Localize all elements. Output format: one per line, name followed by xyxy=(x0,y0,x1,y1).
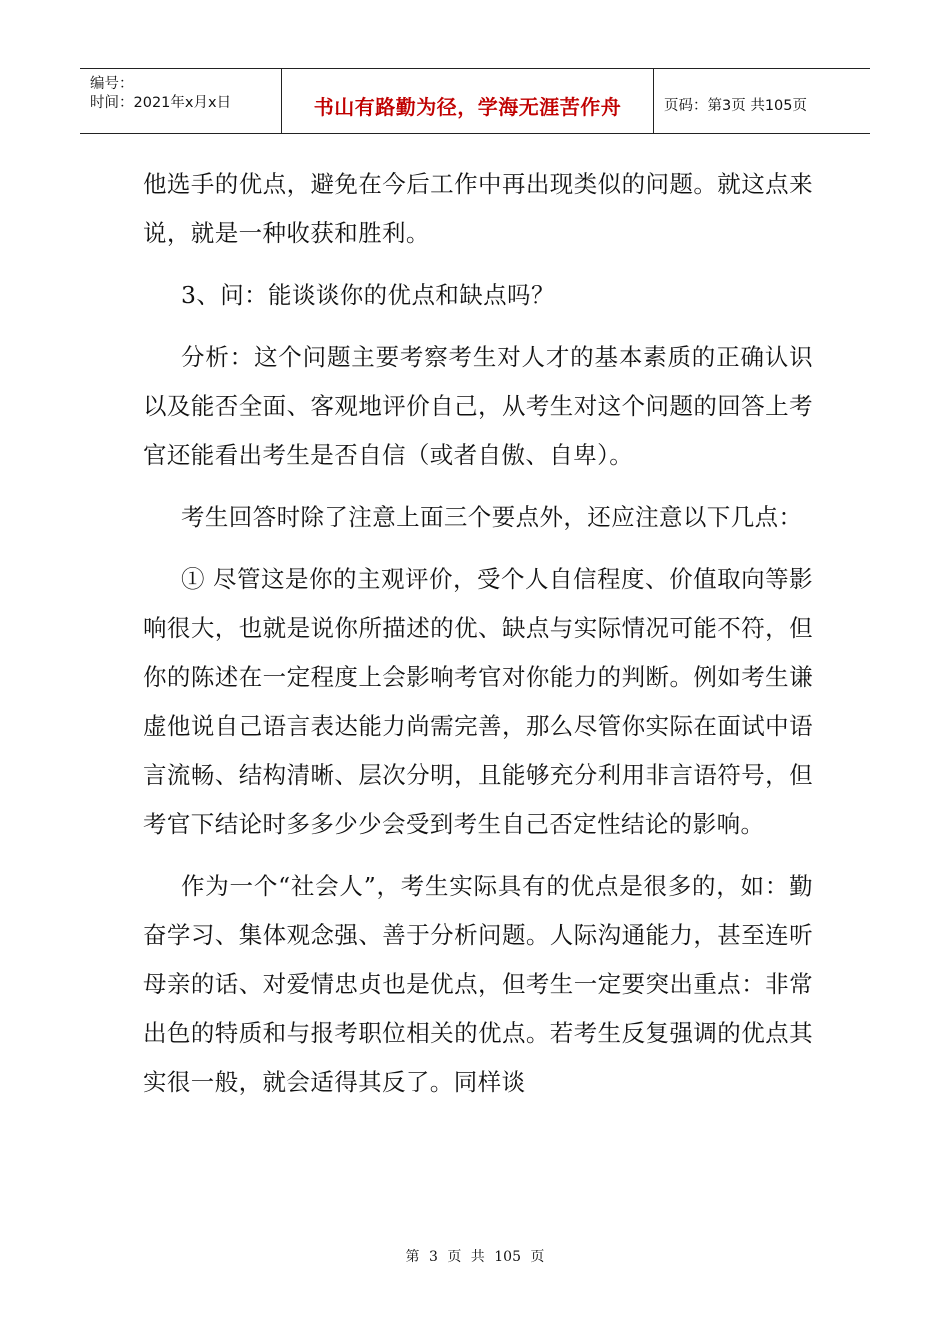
paragraph-analysis: 分析：这个问题主要考察考生对人才的基本素质的正确认识以及能否全面、客观地评价自己，从考生对这个问题的回答上考官还能看出考生是否自信（或者自傲、自卑）。 xyxy=(143,343,813,469)
paragraph-points-intro: 考生回答时除了注意上面三个要点外，还应注意以下几点： xyxy=(181,503,803,531)
header-page-number: 页码：第3页 共105页 xyxy=(664,98,808,114)
document-time-label: 时间：2021年x月x日 xyxy=(90,95,232,111)
header-table xyxy=(80,68,870,134)
page-footer: 第 3 页 共 105 页 xyxy=(405,1249,545,1265)
document-number-label: 编号： xyxy=(90,76,134,92)
document-body xyxy=(143,160,813,1120)
paragraph-question: 3、问：能谈谈你的优点和缺点吗？ xyxy=(181,281,555,309)
header-page-cell xyxy=(654,69,870,133)
header-motto-cell xyxy=(282,69,654,133)
paragraph-social-person: 作为一个“社会人”，考生实际具有的优点是很多的，如：勤奋学习、集体观念强、善于分析问题。人际沟通能力，甚至连听母亲的话、对爱情忠贞也是优点，但考生一定要突出重点：非常出色的特质和与报考职位相关的优点。若考生反复强调的优点其实很一般，就会适得其反了。同样谈 xyxy=(143,872,813,1096)
paragraph-continuation: 他选手的优点，避免在今后工作中再出现类似的问题。就这点来说，就是一种收获和胜利。 xyxy=(143,170,813,247)
paragraph-point-1: ① 尽管这是你的主观评价，受个人自信程度、价值取向等影响很大，也就是说你所描述的优、缺点与实际情况可能不符，但你的陈述在一定程度上会影响考官对你能力的判断。例如考生谦虚他说自己语言表达能力尚需完善，那么尽管你实际在面试中语言流畅、结构清晰、层次分明，且能够充分利用非言语符号，但考官下结论时多多少少会受到考生自己否定性结论的影响。 xyxy=(143,565,813,838)
header-info-cell xyxy=(80,69,282,133)
header-motto: 书山有路勤为径，学海无涯苦作舟 xyxy=(313,95,622,119)
